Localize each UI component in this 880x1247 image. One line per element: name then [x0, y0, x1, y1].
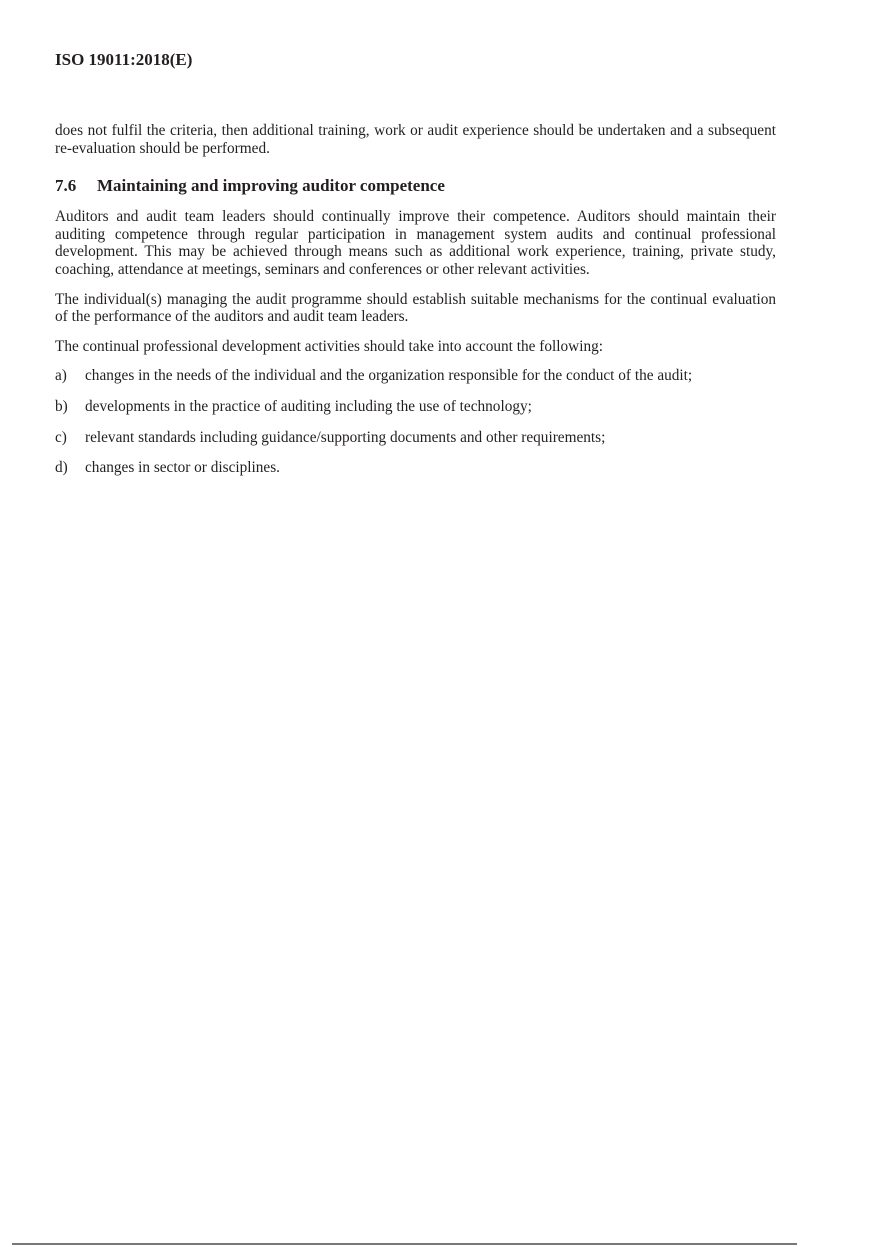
- list-label: a): [55, 367, 67, 385]
- list-item: [55, 398, 776, 416]
- section-heading: [55, 176, 776, 196]
- continuation-paragraph: does not fulfil the criteria, then additional training, work or audit experience should be undertaken and a subsequent re-evaluation should be performed.: [55, 122, 776, 157]
- paragraph: The continual professional development activities should take into account the following:: [55, 337, 603, 355]
- page-body: [55, 122, 776, 490]
- list-item: [55, 429, 776, 447]
- list-label: b): [55, 397, 68, 415]
- list-item: [55, 367, 776, 385]
- section-title: Maintaining and improving auditor competence: [97, 176, 445, 196]
- section-number: 7.6: [55, 176, 77, 196]
- list-label: c): [55, 428, 67, 446]
- paragraph: Auditors and audit team leaders should continually improve their competence. Auditors should maintain their auditing competence through regular participation in management system audits and continual professional development. This may be achieved through means such as additional work experience, training, private study, coaching, attendance at meetings, seminars and conferences or other relevant activities.: [55, 208, 776, 278]
- list-text: changes in sector or disciplines.: [85, 459, 280, 477]
- list-label: d): [55, 459, 68, 477]
- paragraph: The individual(s) managing the audit programme should establish suitable mechanisms for the continual evaluation of the performance of the auditors and audit team leaders.: [55, 290, 776, 326]
- list-text: relevant standards including guidance/supporting documents and other requirements;: [85, 428, 606, 446]
- list-item: [55, 459, 776, 477]
- footer-rule: [12, 1243, 797, 1245]
- development-activities-list: [55, 367, 776, 476]
- list-text: developments in the practice of auditing including the use of technology;: [85, 397, 532, 415]
- list-text: changes in the needs of the individual and the organization responsible for the conduct of the audit;: [85, 367, 693, 385]
- document-header: ISO 19011:2018(E): [55, 50, 193, 69]
